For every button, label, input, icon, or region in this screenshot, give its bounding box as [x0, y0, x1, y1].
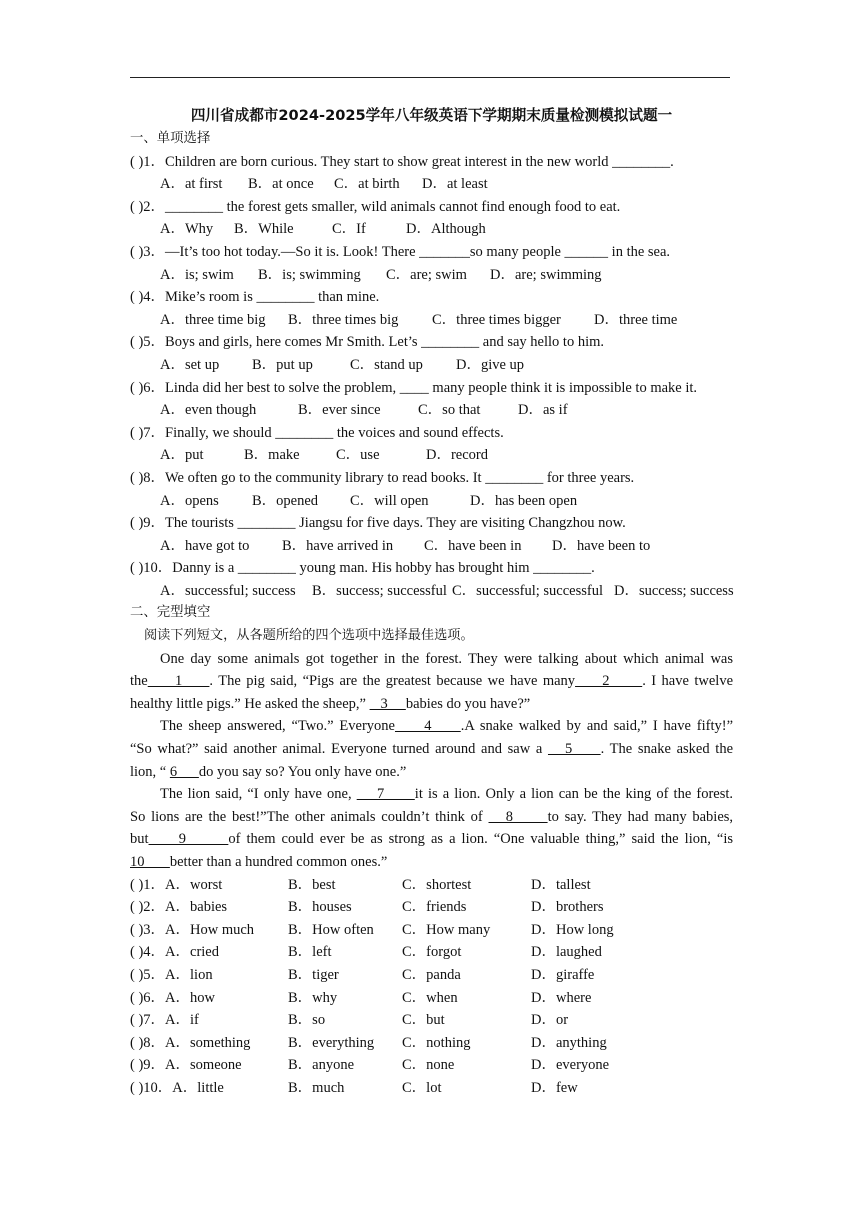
blank-3: 3 — [369, 695, 406, 712]
option: D．where — [531, 989, 592, 1006]
option: D．at least — [422, 176, 488, 193]
blank-2: 2 — [575, 673, 643, 690]
option: B．anyone — [288, 1057, 355, 1074]
option: A．someone — [165, 1057, 242, 1074]
question-number: ( )2． — [130, 899, 166, 916]
option: B．ever since — [298, 402, 381, 419]
cloze-question-row — [130, 1054, 733, 1077]
blank-9: 9 — [148, 831, 229, 848]
question-number: ( )1． — [130, 876, 166, 893]
question-options — [130, 309, 733, 332]
passage-text: .A snake walked by and said,” I have fifty!” — [460, 718, 734, 735]
blank-6: 6 — [169, 763, 199, 780]
blank-space — [145, 854, 170, 870]
option: C．friends — [402, 899, 467, 916]
question-stem: ( )10．Danny is a ________ young man. His hobby has brought him ________. — [130, 560, 595, 577]
option: D．three time — [594, 311, 678, 328]
passage-text: the — [130, 673, 148, 690]
option: A．if — [165, 1012, 199, 1029]
section-1-questions — [130, 151, 733, 603]
option: D．How long — [531, 921, 614, 938]
passage-text: lion, “ — [130, 763, 170, 780]
option: C．How many — [402, 921, 491, 938]
question-options — [130, 218, 733, 241]
cloze-question-row — [130, 874, 733, 897]
passage-text: “So what?” said another animal. Everyone turned around and saw a — [130, 741, 548, 758]
option: B．While — [234, 221, 294, 238]
option: B．much — [288, 1079, 345, 1096]
option: B．is; swimming — [258, 266, 361, 283]
passage-text: . I have twelve — [642, 673, 734, 690]
option: C．nothing — [402, 1034, 471, 1051]
option: B．put up — [252, 356, 313, 373]
option: C．at birth — [334, 176, 400, 193]
question-options — [130, 264, 733, 287]
option: C．when — [402, 989, 458, 1006]
option: C．lot — [402, 1079, 442, 1096]
option: C．If — [332, 221, 366, 238]
question-stem: ( )2．________ the forest gets smaller, wild animals cannot find enough food to eat. — [130, 198, 621, 215]
option: D．few — [531, 1079, 578, 1096]
question-stem: ( )6．Linda did her best to solve the problem, ____ many people think it is impossible to make it. — [130, 379, 698, 396]
section-heading-1: 一、单项选择 — [130, 131, 211, 146]
question-stem: ( )1．Children are born curious. They start to show great interest in the new world ________. — [130, 153, 674, 170]
option: C．stand up — [350, 356, 423, 373]
option: B．at once — [248, 176, 314, 193]
option: C．will open — [350, 492, 429, 509]
passage-text: healthy little pigs.” He asked the sheep,” — [130, 695, 370, 712]
question-number: ( )10． — [130, 1079, 173, 1096]
option: A．cried — [165, 944, 219, 961]
question-stem: ( )8．We often go to the community library to read books. It ________ for three years. — [130, 469, 635, 486]
option: C．so that — [418, 402, 481, 419]
passage-text: . The pig said, “Pigs are the greatest because we have many — [209, 673, 576, 690]
question-number: ( )5． — [130, 966, 166, 983]
option: A．lion — [165, 966, 213, 983]
question-options — [130, 535, 733, 558]
option: A．something — [165, 1034, 251, 1051]
passage-text: it is a lion. Only a lion can be the king of the forest. — [414, 786, 733, 803]
option: B．make — [244, 447, 300, 464]
option: A．opens — [160, 492, 219, 509]
option: B．success; successful — [312, 582, 447, 599]
question-options — [130, 354, 733, 377]
option: B．houses — [288, 899, 352, 916]
option: D．as if — [518, 402, 568, 419]
passage-text: The lion said, “I only have one, — [160, 786, 357, 803]
option: B．everything — [288, 1034, 375, 1051]
cloze-question-row — [130, 1009, 733, 1032]
option: D．record — [426, 447, 489, 464]
option: C．panda — [402, 966, 461, 983]
blank-5: 5 — [547, 741, 601, 758]
cloze-question-row — [130, 987, 733, 1010]
option: B．left — [288, 944, 332, 961]
passage-line — [130, 783, 733, 806]
option: C．three times bigger — [432, 311, 561, 328]
passage-text: babies do you have?” — [405, 695, 531, 712]
blank-1: 1 — [147, 673, 210, 690]
option: A．put — [160, 447, 204, 464]
option: D．has been open — [470, 492, 578, 509]
cloze-question-row — [130, 1077, 733, 1100]
passage-text: better than a hundred common ones.” — [169, 854, 388, 870]
option: D．everyone — [531, 1057, 610, 1074]
section-heading-2: 二、完型填空 — [130, 605, 211, 621]
question-options — [130, 490, 733, 513]
option: C．shortest — [402, 876, 472, 893]
blank-8: 8 — [488, 808, 548, 825]
option: A．how — [165, 989, 215, 1006]
question-stem: ( )9．The tourists ________ Jiangsu for five days. They are visiting Changzhou now. — [130, 515, 626, 532]
option: A．little — [172, 1079, 224, 1096]
question-options — [130, 173, 733, 196]
question-number: ( )7． — [130, 1012, 166, 1029]
option: A．set up — [160, 356, 220, 373]
option: D．success; success — [614, 582, 734, 599]
passage-line — [130, 670, 733, 693]
cloze-question-row — [130, 896, 733, 919]
cloze-questions — [130, 874, 733, 1100]
option: D．anything — [531, 1034, 607, 1051]
question-number: ( )6． — [130, 989, 166, 1006]
option: D．are; swimming — [490, 266, 602, 283]
question-stem: ( )7．Finally, we should ________ the voices and sound effects. — [130, 424, 504, 441]
question-number: ( )8． — [130, 1034, 166, 1051]
option: A．even though — [160, 402, 257, 419]
option: C．have been in — [424, 537, 522, 554]
question-options — [130, 399, 733, 422]
option: D．have been to — [552, 537, 651, 554]
question-number: ( )4． — [130, 944, 166, 961]
passage-line — [130, 761, 733, 784]
option: A．is; swim — [160, 266, 234, 283]
option: D．or — [531, 1012, 569, 1029]
passage-text: but — [130, 831, 149, 848]
document-page — [130, 104, 733, 1100]
passage-text: of them could ever be as strong as a lion. “One valuable thing,” said the lion, “is — [228, 831, 734, 848]
option: C．successful; successful — [452, 582, 604, 599]
option: D．tallest — [531, 876, 591, 893]
cloze-question-row — [130, 1032, 733, 1055]
option: B．How often — [288, 921, 374, 938]
option: D．laughed — [531, 944, 602, 961]
option: B．have arrived in — [282, 537, 394, 554]
option: A．How much — [165, 921, 255, 938]
passage-text: So lions are the best!”The other animals couldn’t think of — [130, 808, 489, 825]
option: A．successful; success — [160, 582, 296, 599]
question-stem: ( )5．Boys and girls, here comes Mr Smith. Let’s ________ and say hello to him. — [130, 334, 605, 351]
option: A．worst — [165, 876, 223, 893]
option: A．Why — [160, 221, 214, 238]
option: A．have got to — [160, 537, 250, 554]
option: B．tiger — [288, 966, 339, 983]
question-stem: ( )3．—It’s too hot today.—So it is. Look! There _______so many people ______ in the sea. — [130, 243, 671, 260]
cloze-passage — [130, 648, 733, 874]
question-number: ( )9． — [130, 1057, 166, 1074]
passage-line — [130, 828, 733, 851]
option: C．use — [336, 447, 380, 464]
passage-line — [130, 738, 733, 761]
option: D．brothers — [531, 899, 604, 916]
passage-line — [130, 806, 733, 829]
passage-text: The sheep answered, “Two.” Everyone — [160, 718, 395, 735]
passage-text: to say. They had many babies, — [547, 808, 734, 825]
option: C．are; swim — [386, 266, 467, 283]
blank-4: 4 — [394, 718, 461, 735]
option: C．but — [402, 1012, 445, 1029]
passage-line — [130, 851, 733, 874]
option: A．babies — [165, 899, 228, 916]
option: B．best — [288, 876, 336, 893]
question-options — [130, 580, 733, 603]
question-number: ( )3． — [130, 921, 166, 938]
cloze-question-row — [130, 919, 733, 942]
option: C．forgot — [402, 944, 462, 961]
blank-7: 7 — [356, 786, 415, 803]
option: B．opened — [252, 492, 319, 509]
option: B．three times big — [288, 311, 399, 328]
option: D．Although — [406, 221, 486, 238]
blank-number: 10 — [130, 854, 145, 870]
option: D．giraffe — [531, 966, 595, 983]
section-instruction: 阅读下列短文，从各题所给的四个选项中选择最佳选项。 — [144, 628, 474, 644]
header-rule — [130, 77, 730, 78]
question-options — [130, 444, 733, 467]
blank-10 — [130, 854, 170, 870]
question-stem: ( )4．Mike’s room is ________ than mine. — [130, 289, 380, 306]
cloze-question-row — [130, 964, 733, 987]
option: B．why — [288, 989, 338, 1006]
page-title: 四川省成都市2024-2025学年八年级英语下学期期末质量检测模拟试题一 — [190, 107, 673, 124]
cloze-question-row — [130, 941, 733, 964]
option: B．so — [288, 1012, 326, 1029]
option: C．none — [402, 1057, 455, 1074]
passage-line — [130, 693, 733, 716]
option: A．three time big — [160, 311, 266, 328]
option: A．at first — [160, 176, 223, 193]
passage-text: do you say so? You only have one.” — [198, 763, 407, 780]
passage-text: . The snake asked the — [600, 741, 733, 758]
option: D．give up — [456, 356, 525, 373]
passage-line: One day some animals got together in the forest. They were talking about which animal was — [160, 650, 733, 667]
passage-line — [130, 715, 733, 738]
